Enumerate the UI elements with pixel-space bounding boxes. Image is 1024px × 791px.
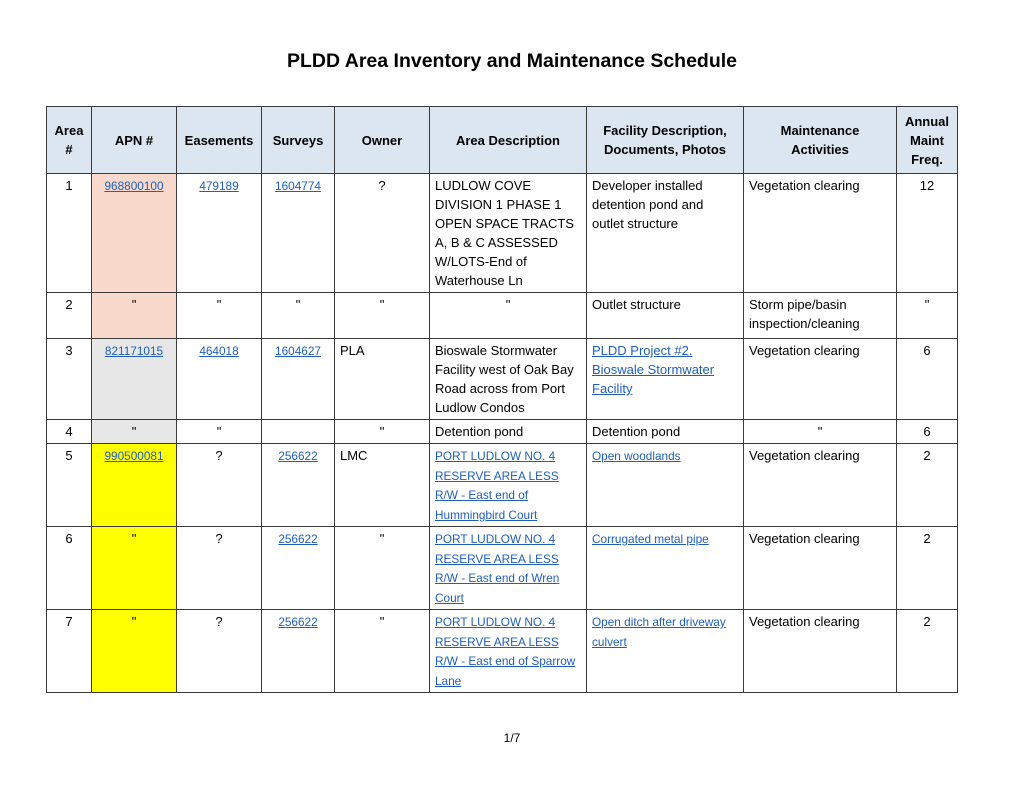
cell-apn bbox=[92, 174, 177, 293]
page-title: PLDD Area Inventory and Maintenance Schedule bbox=[286, 50, 738, 72]
cell-area-description: " bbox=[430, 293, 587, 339]
area-description-link[interactable]: PORT LUDLOW NO. 4 RESERVE AREA LESS R/W - East end of Hummingbird Court bbox=[435, 449, 559, 522]
cell-area-description: Detention pond bbox=[430, 420, 587, 444]
col-header-area-description: Area Description bbox=[430, 107, 587, 174]
cell-surveys: " bbox=[262, 293, 335, 339]
cell-surveys bbox=[262, 420, 335, 444]
cell-maintenance: " bbox=[744, 420, 897, 444]
col-header-apn: APN # bbox=[92, 107, 177, 174]
cell-owner: " bbox=[335, 420, 430, 444]
cell-area: 4 bbox=[47, 420, 92, 444]
facility-link[interactable]: Open ditch after driveway culvert bbox=[592, 615, 726, 649]
table-row bbox=[47, 610, 958, 693]
cell-apn bbox=[92, 339, 177, 420]
easement-link[interactable]: 479189 bbox=[199, 179, 239, 193]
area-description-link[interactable]: PORT LUDLOW NO. 4 RESERVE AREA LESS R/W - East end of Sparrow Lane bbox=[435, 615, 576, 688]
cell-easements: " bbox=[177, 293, 262, 339]
col-header-surveys: Surveys bbox=[262, 107, 335, 174]
table-row bbox=[47, 293, 958, 339]
cell-easements bbox=[177, 174, 262, 293]
cell-owner: " bbox=[335, 527, 430, 610]
easement-link[interactable]: 464018 bbox=[199, 344, 239, 358]
cell-freq: 12 bbox=[897, 174, 958, 293]
cell-facility bbox=[587, 527, 744, 610]
cell-freq: 2 bbox=[897, 444, 958, 527]
survey-link[interactable]: 256622 bbox=[278, 449, 318, 463]
cell-apn: " bbox=[92, 420, 177, 444]
cell-apn: " bbox=[92, 527, 177, 610]
cell-freq: " bbox=[897, 293, 958, 339]
cell-surveys bbox=[262, 527, 335, 610]
cell-owner: " bbox=[335, 610, 430, 693]
cell-facility: Developer installed detention pond and outlet structure bbox=[587, 174, 744, 293]
cell-apn: " bbox=[92, 610, 177, 693]
cell-owner: ? bbox=[335, 174, 430, 293]
cell-easements: ? bbox=[177, 610, 262, 693]
table-row bbox=[47, 174, 958, 293]
cell-owner: " bbox=[335, 293, 430, 339]
survey-link[interactable]: 1604627 bbox=[275, 344, 321, 358]
col-header-easements: Easements bbox=[177, 107, 262, 174]
cell-freq: 2 bbox=[897, 527, 958, 610]
cell-maintenance: Vegetation clearing bbox=[744, 610, 897, 693]
facility-link[interactable]: Open woodlands bbox=[592, 449, 681, 463]
cell-maintenance: Vegetation clearing bbox=[744, 527, 897, 610]
cell-easements: " bbox=[177, 420, 262, 444]
cell-facility: Outlet structure bbox=[587, 293, 744, 339]
cell-maintenance: Storm pipe/basin inspection/cleaning bbox=[744, 293, 897, 339]
survey-link[interactable]: 1604774 bbox=[275, 179, 321, 193]
cell-owner: PLA bbox=[335, 339, 430, 420]
cell-surveys bbox=[262, 174, 335, 293]
cell-facility bbox=[587, 610, 744, 693]
col-header-facility: Facility Description, Documents, Photos bbox=[587, 107, 744, 174]
cell-maintenance: Vegetation clearing bbox=[744, 444, 897, 527]
table-row bbox=[47, 527, 958, 610]
cell-facility bbox=[587, 339, 744, 420]
facility-link[interactable]: Corrugated metal pipe bbox=[592, 532, 709, 546]
area-description-link[interactable]: PORT LUDLOW NO. 4 RESERVE AREA LESS R/W - East end of Wren Court bbox=[435, 532, 560, 605]
header-row bbox=[47, 107, 958, 174]
survey-link[interactable]: 256622 bbox=[278, 615, 318, 629]
cell-easements: ? bbox=[177, 527, 262, 610]
cell-apn bbox=[92, 444, 177, 527]
page-number: 1/7 bbox=[503, 731, 521, 745]
cell-facility: Detention pond bbox=[587, 420, 744, 444]
cell-area: 2 bbox=[47, 293, 92, 339]
cell-easements bbox=[177, 339, 262, 420]
cell-facility bbox=[587, 444, 744, 527]
col-header-maintenance: Maintenance Activities bbox=[744, 107, 897, 174]
cell-freq: 6 bbox=[897, 339, 958, 420]
cell-area: 5 bbox=[47, 444, 92, 527]
cell-area-description: Bioswale Stormwater Facility west of Oak Bay Road across from Port Ludlow Condos bbox=[430, 339, 587, 420]
cell-area-description: LUDLOW COVE DIVISION 1 PHASE 1 OPEN SPACE TRACTS A, B & C ASSESSED W/LOTS-End of Waterhouse Ln bbox=[430, 174, 587, 293]
table-row bbox=[47, 444, 958, 527]
col-header-owner: Owner bbox=[335, 107, 430, 174]
cell-owner: LMC bbox=[335, 444, 430, 527]
apn-link[interactable]: 990500081 bbox=[104, 449, 164, 463]
facility-link[interactable]: PLDD Project #2. Bioswale Stormwater Facility bbox=[592, 343, 715, 396]
cell-surveys bbox=[262, 339, 335, 420]
cell-freq: 6 bbox=[897, 420, 958, 444]
cell-surveys bbox=[262, 610, 335, 693]
col-header-freq: Annual Maint Freq. bbox=[897, 107, 958, 174]
cell-area: 3 bbox=[47, 339, 92, 420]
inventory-table bbox=[46, 106, 958, 693]
cell-area-description bbox=[430, 610, 587, 693]
cell-freq: 2 bbox=[897, 610, 958, 693]
cell-easements: ? bbox=[177, 444, 262, 527]
table-row bbox=[47, 339, 958, 420]
apn-link[interactable]: 821171015 bbox=[104, 344, 164, 358]
cell-surveys bbox=[262, 444, 335, 527]
cell-area: 7 bbox=[47, 610, 92, 693]
cell-area-description bbox=[430, 527, 587, 610]
apn-link[interactable]: 968800100 bbox=[104, 179, 164, 193]
cell-area: 1 bbox=[47, 174, 92, 293]
cell-maintenance: Vegetation clearing bbox=[744, 339, 897, 420]
cell-area-description bbox=[430, 444, 587, 527]
col-header-area: Area # bbox=[47, 107, 92, 174]
cell-area: 6 bbox=[47, 527, 92, 610]
cell-apn: " bbox=[92, 293, 177, 339]
survey-link[interactable]: 256622 bbox=[278, 532, 318, 546]
cell-maintenance: Vegetation clearing bbox=[744, 174, 897, 293]
table-row bbox=[47, 420, 958, 444]
